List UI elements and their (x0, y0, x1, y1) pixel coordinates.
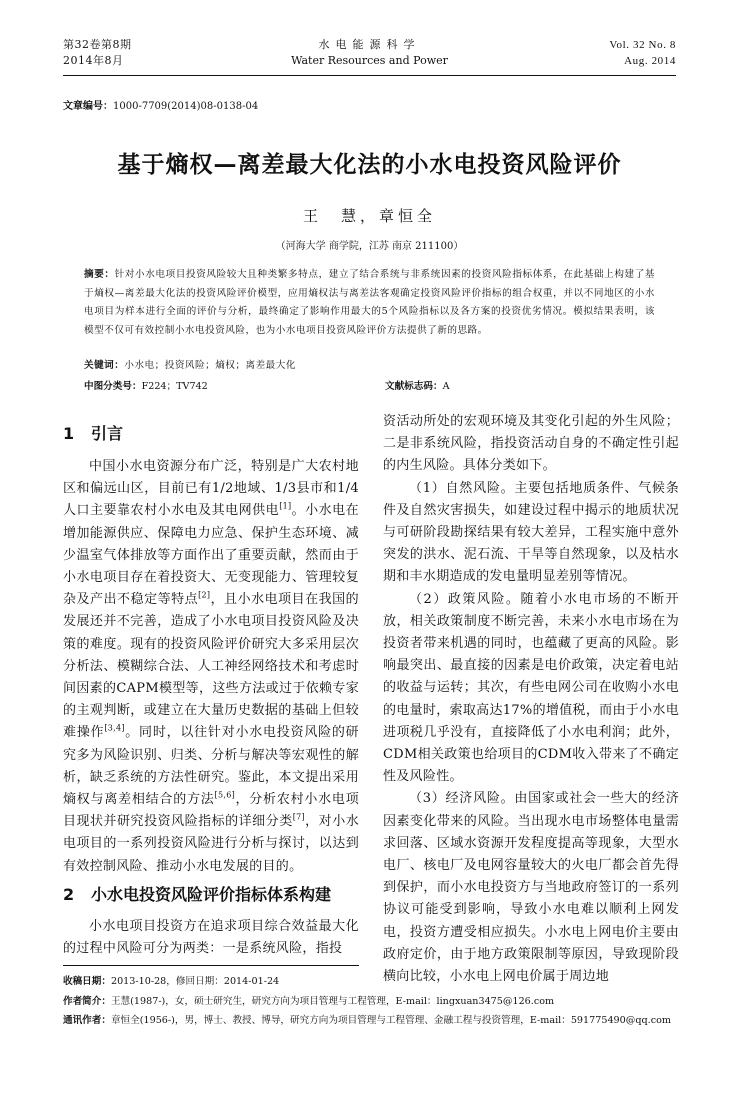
volume-en: Vol. 32 No. 8 (609, 39, 676, 51)
keywords-text: 小水电；投资风险；熵权；离差最大化 (124, 360, 296, 371)
section-2-paragraph: 小水电项目投资方在追求项目综合效益最大化的过程中风险可分为两类：一是系统风险，指投 (63, 919, 359, 957)
citation-ref: [2] (198, 590, 211, 600)
paper-title: 基于熵权—离差最大化法的小水电投资风险评价 (117, 152, 622, 178)
citation-ref: [5,6] (214, 790, 236, 800)
date-en: Aug. 2014 (624, 55, 676, 67)
volume-cn: 第32卷第8期 (63, 38, 132, 51)
intro-text-2: 。小水电在增加能源供应、保障电力应急、保护生态环境、减少温室气体排放等方面作出了重要贡献，然而由于小水电项目存在着投资大、无变现能力、管理较复杂及产出不稳定等特点 (63, 503, 359, 608)
abstract-text: 针对小水电项目投资风险较大且种类繁多特点，建立了结合系统与非系统因素的投资风险指标体系，在此基础上构建了基于熵权—离差最大化法的投资风险评价模型，应用熵权法与离差法客观确定投资风险评价指标的组合权重，并以不同地区的小水电项目为样本进行全面的评价与分析，最终确定了影响作用最大的5个风险指标以及各方案的投资优劣情况。模拟结果表明，该模型不仅可有效控制小水电投资风险，也为小水电项目投资风险评价方法提供了新的思路。 (84, 269, 656, 336)
received-label: 收稿日期： (63, 976, 111, 987)
footnote-rule (63, 965, 359, 966)
corresponding-label: 通讯作者： (63, 1015, 111, 1026)
citation-ref: [7] (292, 812, 305, 822)
journal-name-cn: 水电能源科学 (318, 38, 421, 51)
article-number-value: 1000-7709(2014)08-0138-04 (113, 101, 259, 112)
citation-ref: [3,4] (104, 724, 125, 734)
journal-name-en: Water Resources and Power (291, 54, 448, 67)
header-center (63, 37, 676, 69)
section-2-body (63, 916, 359, 960)
economic-risk-paragraph: （3）经济风险。由国家或社会一些大的经济因素变化带来的风险。当出现水电市场整体电量需求回落、区域水资源开发程度提高等现象，大型水电厂、核电厂及电网容量较大的火电厂都会首先得到保护，而小水电投资方与当地政府签订的一系列协议可能受到影响，导致小水电难以顺利上网发电，投资方遭受相应损失。小水电上网电价主要由政府定价，由于地方政策限制等原因，导致现阶段横向比较，小水电上网电价属于周边地 (383, 791, 679, 985)
section-2-number: 2 (63, 885, 75, 904)
clc-label: 中图分类号： (84, 381, 142, 392)
received-text: 2013-10-28，修回日期：2014-01-24 (110, 976, 280, 987)
article-number-label: 文章编号： (63, 101, 113, 112)
corresponding-text: 章恒全(1956-)，男，博士、教授、博导，研究方向为项目管理与工程管理、金融工程与投资管理，E-mail：591775490@qq.com (110, 1015, 671, 1026)
doc-code-label: 文献标志码： (385, 381, 443, 392)
corresponding-author-note (63, 1011, 677, 1031)
classification-number (84, 378, 208, 392)
abstract-label: 摘要： (84, 269, 115, 280)
keywords-label: 关键词： (84, 360, 125, 371)
intro-text-5: ，分析农村小水电项目现状并研究投资风险指标的详细分类 (63, 792, 359, 830)
received-date-note (63, 972, 677, 992)
intro-text-1: 中国小水电资源分布广泛，特别是广大农村地区和偏远山区，目前已有1/2地域、1/3县市和1/4人口主要靠农村小水电及其电网供电 (63, 459, 359, 519)
section-1-number: 1 (63, 424, 75, 443)
document-code (385, 378, 450, 392)
left-column-body (63, 456, 359, 878)
keywords (84, 358, 655, 374)
clc-value: F224；TV742 (141, 381, 208, 392)
author-bio-note (63, 992, 677, 1012)
abstract (84, 266, 655, 340)
author-affiliation: （河海大学 商学院，江苏 南京 211100） (275, 241, 464, 252)
author-bio-label: 作者简介： (63, 995, 111, 1007)
right-column-body (383, 411, 679, 988)
journal-header (63, 28, 676, 76)
intro-paragraph (63, 456, 359, 878)
intro-text-4: 。同时，以往针对小水电投资风险的研究多为风险识别、归类、分析与解决等宏观性的解析，缺乏系统的方法性研究。鉴此，本文提出采用熵权与离差相结合的方法 (63, 725, 359, 808)
intro-text-3: ，且小水电项目在我国的发展还并不完善，造成了小水电项目投资风险及决策的难度。现有的投资风险评价研究大多采用层次分析法、模糊综合法、人工神经网络技术和考虑时间因素的CAPM模型等，这些方法或过于依赖专家的主观判断，或建立在大量历史数据的基础上但较难操作 (63, 592, 359, 741)
section-2-title: 小水电投资风险评价指标体系构建 (91, 885, 332, 904)
header-right (609, 37, 676, 69)
section-1-heading (63, 423, 123, 445)
header-rule (63, 75, 676, 76)
footnotes (63, 972, 677, 1031)
section-1-title: 引言 (91, 424, 124, 443)
natural-risk-paragraph: （1）自然风险。主要包括地质条件、气候条件及自然灾害损失，如建设过程中揭示的地质状况与可研阶段勘探结果有较大差异，工程实施中意外突发的洪水、泥石流、干旱等自然现象，以及枯水期和丰水期造成的发电量明显差别等情况。 (383, 480, 679, 585)
policy-risk-paragraph: （2）政策风险。随着小水电市场的不断开放，相关政策制度不断完善，未来小水电市场在为投资者带来机遇的同时，也蕴藏了更高的风险。影响最突出、最直接的因素是电价政策，决定着电站的收益与运转；其次，有些电网公司在收购小水电的电量时，索取高达17%的增值税，而由于小水电进项税几乎没有，直接降低了小水电利润；此外，CDM相关政策也给项目的CDM收入带来了不确定性及风险性。 (383, 591, 679, 785)
doc-code-value: A (442, 381, 450, 392)
risk-intro-paragraph: 资活动所处的宏观环境及其变化引起的外生风险；二是非系统风险，指投资活动自身的不确定性引起的内生风险。具体分类如下。 (383, 414, 679, 474)
section-2-heading (63, 884, 331, 906)
author-bio-text: 王慧(1987-)，女，硕士研究生，研究方向为项目管理与工程管理，E-mail：lingxuan3475@126.com (110, 995, 555, 1007)
article-number (63, 97, 258, 112)
paper-authors: 王 慧，章恒全 (302, 207, 436, 225)
citation-ref: [1] (279, 502, 292, 512)
date-cn: 2014年8月 (63, 54, 124, 67)
intro-text-6: ，对小水电项目的一系列投资风险进行分析与探讨，以达到有效控制风险、推动小水电发展的目的。 (63, 814, 360, 874)
